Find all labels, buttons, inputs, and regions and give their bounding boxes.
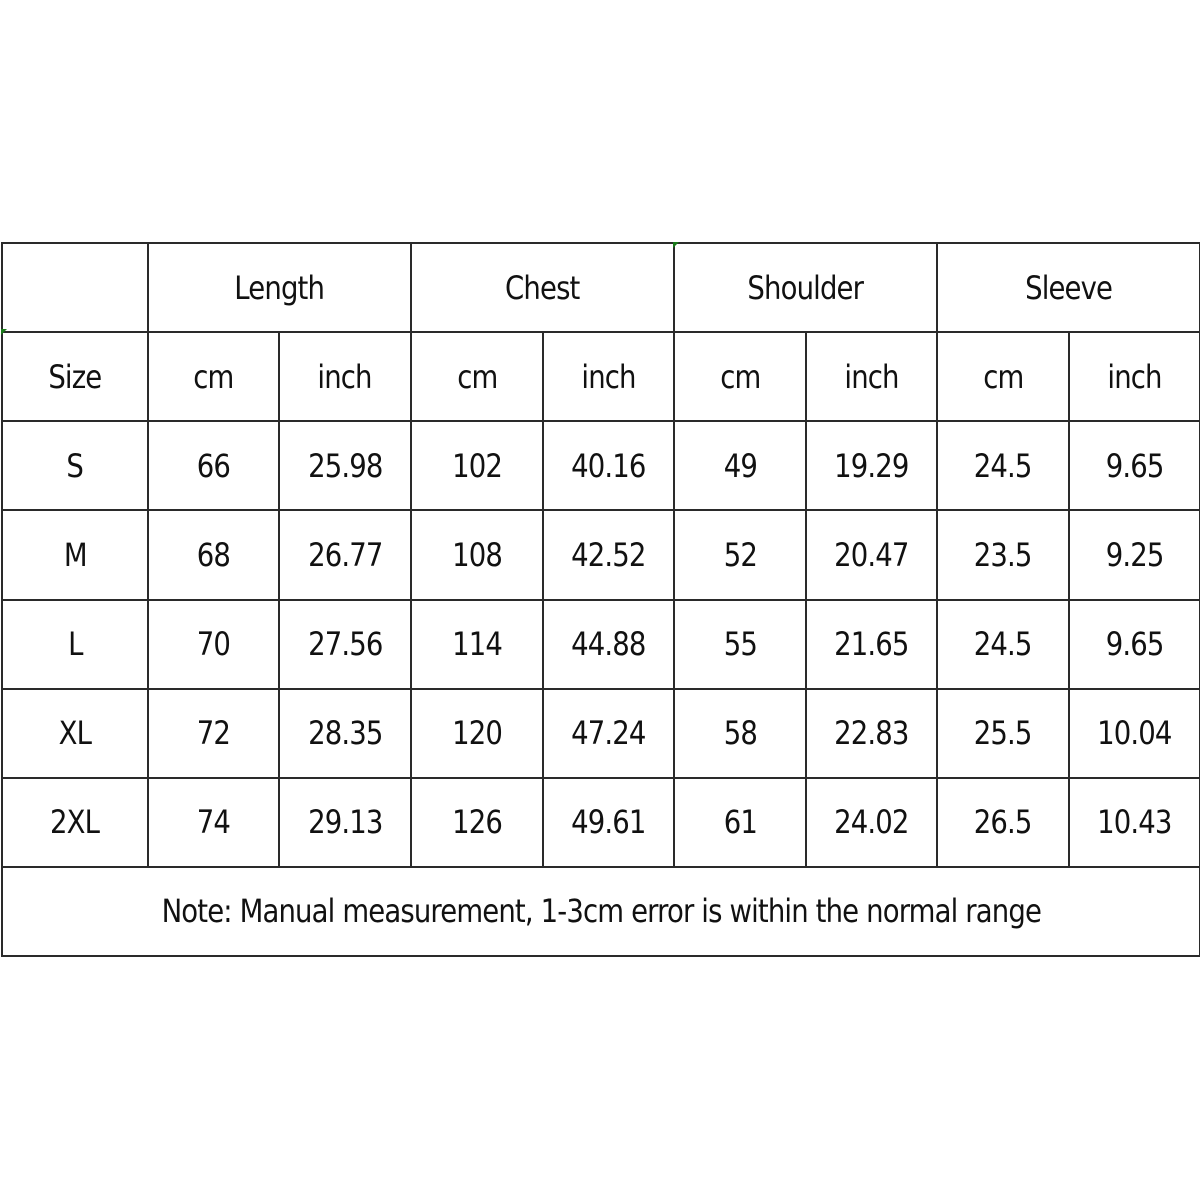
size-chart-table <box>1 242 1200 957</box>
cell-value: 28.35 <box>307 714 383 753</box>
unit-label: cm <box>719 357 761 396</box>
table-cell <box>543 778 674 867</box>
note-cell <box>2 867 1200 956</box>
cell-value: 114 <box>452 625 502 664</box>
table-cell <box>1069 600 1200 689</box>
cell-value: 10.04 <box>1097 714 1172 753</box>
table-cell <box>411 600 543 689</box>
unit-header-cell <box>279 332 411 421</box>
cell-value: 23.5 <box>974 535 1032 574</box>
cell-value: 24.5 <box>974 625 1032 664</box>
cell-value: 21.65 <box>834 625 909 664</box>
table-cell <box>937 421 1069 510</box>
cell-value: 52 <box>723 535 757 574</box>
cell-value: 61 <box>723 803 757 842</box>
table-cell <box>148 778 279 867</box>
group-header-length <box>148 243 411 332</box>
note-row <box>2 867 1200 956</box>
table-cell <box>674 600 806 689</box>
table-cell <box>411 421 543 510</box>
group-header-label: Length <box>234 268 325 307</box>
table-cell <box>279 421 411 510</box>
unit-label: cm <box>982 357 1024 396</box>
table-cell <box>1069 689 1200 778</box>
size-cell <box>2 421 148 510</box>
cell-value: 20.47 <box>834 535 909 574</box>
table-row <box>2 510 1200 599</box>
unit-label: cm <box>193 357 234 396</box>
group-header-label: Chest <box>505 268 580 307</box>
corner-cell <box>2 243 148 332</box>
unit-header-cell <box>674 332 806 421</box>
unit-header-cell <box>148 332 279 421</box>
table-cell <box>674 421 806 510</box>
table-cell <box>148 600 279 689</box>
table-row <box>2 689 1200 778</box>
table-cell <box>279 689 411 778</box>
cell-value: 72 <box>196 714 231 753</box>
cell-value: 42.52 <box>571 535 646 574</box>
note-text: Note: Manual measurement, 1-3cm error is within the normal range <box>161 892 1041 931</box>
size-value: 2XL <box>50 803 100 842</box>
table-cell <box>806 689 937 778</box>
table-cell <box>279 778 411 867</box>
table-cell <box>279 510 411 599</box>
cell-value: 74 <box>196 803 231 842</box>
cell-value: 68 <box>196 535 231 574</box>
cell-value: 19.29 <box>834 446 909 485</box>
cell-value: 26.77 <box>307 535 383 574</box>
table-cell <box>543 600 674 689</box>
table-cell <box>1069 421 1200 510</box>
cell-value: 25.98 <box>307 446 383 485</box>
cell-value: 120 <box>452 714 502 753</box>
table-cell <box>279 600 411 689</box>
table-cell <box>674 778 806 867</box>
table-row <box>2 778 1200 867</box>
cell-value: 9.65 <box>1105 446 1164 485</box>
size-cell <box>2 778 148 867</box>
table-cell <box>806 778 937 867</box>
cell-value: 26.5 <box>974 803 1032 842</box>
size-header-label: Size <box>48 357 102 396</box>
table-cell <box>806 510 937 599</box>
cell-value: 66 <box>196 446 231 485</box>
cell-value: 44.88 <box>571 625 646 664</box>
cell-value: 25.5 <box>974 714 1032 753</box>
cell-value: 27.56 <box>307 625 383 664</box>
table-cell <box>937 689 1069 778</box>
unit-label: cm <box>456 357 498 396</box>
table-cell <box>1069 778 1200 867</box>
cell-value: 47.24 <box>571 714 646 753</box>
table-cell <box>148 421 279 510</box>
unit-header-row <box>2 332 1200 421</box>
table-cell <box>937 510 1069 599</box>
table-cell <box>1069 510 1200 599</box>
table-cell <box>937 778 1069 867</box>
size-cell <box>2 600 148 689</box>
unit-header-cell <box>806 332 937 421</box>
group-header-label: Shoulder <box>747 268 864 307</box>
group-header-sleeve <box>937 243 1200 332</box>
cell-value: 22.83 <box>834 714 909 753</box>
unit-label: inch <box>581 357 636 396</box>
cell-value: 29.13 <box>307 803 383 842</box>
group-header-chest <box>411 243 674 332</box>
table-cell <box>411 689 543 778</box>
cell-value: 9.25 <box>1105 535 1164 574</box>
cell-value: 55 <box>723 625 757 664</box>
unit-label: inch <box>1107 357 1162 396</box>
unit-label: inch <box>844 357 899 396</box>
cell-value: 70 <box>196 625 231 664</box>
table-cell <box>674 689 806 778</box>
size-cell <box>2 689 148 778</box>
table-row <box>2 600 1200 689</box>
group-header-row <box>2 243 1200 332</box>
size-cell <box>2 510 148 599</box>
table-cell <box>806 600 937 689</box>
unit-header-cell <box>543 332 674 421</box>
cell-value: 24.02 <box>834 803 909 842</box>
cell-value: 24.5 <box>974 446 1032 485</box>
cell-value: 108 <box>452 535 502 574</box>
unit-header-cell <box>1069 332 1200 421</box>
cell-value: 49 <box>723 446 757 485</box>
size-header-cell <box>2 332 148 421</box>
cell-value: 10.43 <box>1097 803 1172 842</box>
cell-value: 102 <box>452 446 502 485</box>
cell-value: 40.16 <box>571 446 646 485</box>
table-cell <box>543 689 674 778</box>
group-header-shoulder <box>674 243 937 332</box>
unit-label: inch <box>317 357 373 396</box>
cell-value: 126 <box>452 803 502 842</box>
table-cell <box>543 510 674 599</box>
table-cell <box>411 778 543 867</box>
unit-header-cell <box>937 332 1069 421</box>
table-cell <box>543 421 674 510</box>
cell-value: 49.61 <box>571 803 646 842</box>
table-cell <box>806 421 937 510</box>
unit-header-cell <box>411 332 543 421</box>
table-cell <box>674 510 806 599</box>
corner-mark-top <box>673 242 679 248</box>
table-cell <box>411 510 543 599</box>
cell-value: 58 <box>723 714 757 753</box>
table-cell <box>148 689 279 778</box>
size-value: S <box>66 446 84 485</box>
table-row <box>2 421 1200 510</box>
table-cell <box>937 600 1069 689</box>
size-value: XL <box>58 714 92 753</box>
size-value: L <box>67 625 83 664</box>
corner-mark-left <box>1 329 7 335</box>
table-cell <box>148 510 279 599</box>
size-value: M <box>63 535 87 574</box>
group-header-label: Sleeve <box>1024 268 1113 307</box>
cell-value: 9.65 <box>1105 625 1164 664</box>
